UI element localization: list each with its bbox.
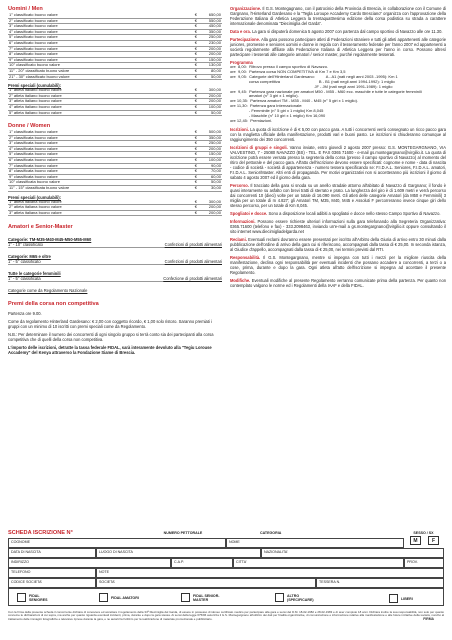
programme-line: ore 11,30: Partenza gara Internazionale:: [230, 103, 303, 109]
rule-paragraph: [230, 211, 446, 216]
rule-paragraph: [230, 237, 446, 252]
prize-label: 5° classificato buono valore: [8, 35, 186, 41]
prize-label: 21° - 30° classificato buono valore: [8, 74, 186, 80]
prize-cur: €: [186, 93, 198, 99]
rule-paragraph: [230, 145, 446, 180]
prize-cur: €: [186, 13, 198, 18]
free-checkbox[interactable]: [389, 594, 398, 603]
prize-amt: 200,00: [198, 205, 222, 211]
prize-amt: 350,00: [198, 135, 222, 141]
prize-amt: 200,00: [198, 99, 222, 105]
masters-category: [8, 237, 222, 248]
rule-paragraph: [230, 278, 446, 288]
club-field[interactable]: SOCIETA': [96, 578, 316, 588]
prize-amt: 50,00: [198, 74, 222, 80]
bib-number-label: NUMERO PETTORALE: [163, 531, 203, 535]
prize-amt: 250,00: [198, 141, 222, 147]
rule-text: La gara si disputerà domenica 5 agosto 2007 con partenza dal campo sportivo di Navazzo alle ore 11.30.: [252, 29, 443, 34]
men-prize-table: [8, 13, 222, 80]
prize-cur: €: [186, 158, 198, 164]
prize-label: 7° classificata buono valore: [8, 163, 186, 169]
rule-paragraph: [230, 219, 446, 234]
rule-heading: Spogliatoi e docce.: [230, 210, 268, 216]
prize-row: [8, 186, 222, 192]
surname-field[interactable]: COGNOME: [8, 538, 226, 548]
province-field[interactable]: PROV.: [404, 558, 444, 568]
women-special-title: Premi speciali (cumulabili):: [8, 194, 62, 200]
category-label: CATEGORIA: [260, 531, 282, 535]
rule-paragraph: [230, 37, 446, 57]
prize-amt: 60,00: [198, 174, 222, 180]
prize-amt: 300,00: [198, 88, 222, 93]
prize-label: 5° classificata buono valore: [8, 152, 186, 158]
birth-date-field[interactable]: DATA DI NASCITA: [8, 548, 96, 558]
rule-text: Il G.S. Montegagnano, con il patrocinio della Provincia di Brescia, in collaborazione con il Comune di Gargnano, l'Hinterland Gardesano e la "Tegla Loroupe Accademy Cardo Bresciano" organizza con l'approvazione della Federazione Italiana di Atletica Leggera la trentaquattresima edizione della corsa podistica su strada a carattere internazionale denominata "Diecimiglia del Garda".: [230, 6, 447, 26]
prize-label: 1° classificato buono valore: [8, 13, 186, 18]
prize-label: 6° classificata buono valore: [8, 158, 186, 164]
programme-line: ore 12,45: Premiazioni.: [230, 117, 273, 123]
prize-cur: €: [186, 186, 198, 192]
prize-amt: 300,00: [198, 200, 222, 205]
free-label: LIBERI: [401, 596, 413, 601]
prize-label: 4° atleta italiano buono valore: [8, 104, 186, 110]
prize-label: 1° atleta italiano buono valore: [8, 88, 186, 93]
prize-cur: €: [186, 35, 198, 41]
prize-row: [8, 110, 222, 116]
fidal-senior-master-label: FIDAL SENIOR-MASTER: [193, 593, 220, 602]
rule-text: Il tracciato della gara si snoda su un anello stradale attorno all'abitato di Navazzo di Gargnano; il fondo è quasi interamente su asfalto con brevi tratti di sterrato e prato. La lunghezza del giro è di 1.609 metri e verrà percorso dai concorrenti 10 (dieci) volte per un totale di 16.090 metri. Gli atleti delle categorie Amatori (da M50 e Femminili) 3 miglia per un totale di m 4.827; gli Amatori TM, M35, M40, M45 e Assoluti F percorreranno invece cinque giri dello stesso percorso, per un totale di Km 8,045.: [230, 182, 446, 208]
rule-text: Vanno inviate, entro giovedì 2 agosto 2007 presso: G.S. MONTEGARGNANO, VIA VALVESTINO, 7 - 25080 NAVAZZO (BS) - TEL. E FAX 0365 71600 - e-mail gs.montegargnano@virgilio.it. La quota di iscrizione potrà essere versata presso la segreteria della corsa (presso il campo sportivo di Navazzo) al momento del ritiro del pettorale e del pacco gara. All'atto dell'iscrizione devono essere specificati: cognome e nome - data di nascita - codice di società - società di appartenenza - numero tessera specificando se: F.I.D.A.L. Seniores, F.I.D.A.L. amatori, F.I.D.A.L. Senior/Master. Altri enti di propaganda. Per motivi organizzativi non si accetteranno più iscrizioni il giorno di sabato 4 agosto 2007 ed il giorno della gara.: [230, 144, 446, 180]
address-field[interactable]: INDIRIZZO: [8, 558, 171, 568]
rule-text: Sono a disposizione locali adibiti a spogliatoi e docce nello stesso Campo Sportivo di Navazzo.: [268, 210, 441, 216]
rule-text: Eventuali modifiche al presente Regolamento verranno comunicate prima della partenza. Per quanto non contemplato valgono le norme ed i Regolamenti della IAAF e della FIDAL.: [230, 277, 447, 288]
fidal-seniores-checkbox[interactable]: [17, 593, 26, 602]
disclaimer-text: Con la firma della presente scheda il concorrente dichiara di conoscere ed accettare il regolamento della 34ª Diecimiglia del Garda, di essere in possesso di idoneo certificato medico per partecipare alla gara e sensi del D.M. 18-02-1982 e 28-02-1983 e di aver compiuto 18 anni. Dichiara inoltre la sua responsabilità, non solo per quanto concerne le dichiarazioni di cui sopra, ma anche per quanto riguarda eventuali incidenti, prima, durante e dopo la gara stessa. Ai sensi della legge 675/96 autorizza il G.S. Montegargnano all'utilizzo dei dati per finalità organizzative, di comunicazione e informazione relative alla manifestazione e alle future iniziative della società, nonché al trattamento delle immagini fotografiche e televisive riprese durante la gara, e ne autorizza l'utilizzo per la realizzazione di materiale promozionale e pubblicitario.: [8, 610, 444, 621]
masters-category-title: Categorie: TM-M35-M40-M45-M50-M55-M60: [8, 237, 92, 243]
rule-paragraph: [230, 29, 446, 34]
prize-amt: 30,00: [198, 186, 222, 192]
prize-label: 3° atleta italiana buono valore: [8, 210, 186, 216]
prize-cur: €: [186, 141, 198, 147]
masters-note: Categorie come da Regolamento Nazionale: [8, 288, 88, 294]
membership-number-field[interactable]: TESSERA N.: [316, 578, 444, 588]
prize-label: 6° classificato buono valore: [8, 40, 186, 46]
masters-category: [8, 254, 222, 265]
prize-cur: €: [186, 52, 198, 58]
prize-label: 9° classificato buono valore: [8, 57, 186, 63]
prize-cur: €: [186, 200, 198, 205]
prize-cur: €: [186, 24, 198, 30]
prize-label: 2° atleta italiano buono valore: [8, 93, 186, 99]
prize-label: 7° classificato buono valore: [8, 46, 186, 52]
prize-cur: €: [186, 110, 198, 116]
programme-lines: [230, 65, 446, 124]
signature-label: FIRMA: [423, 616, 434, 621]
fidal-seniores-label: FIDAL SENIORES: [29, 593, 48, 602]
prize-label: 3° atleta italiano buono valore: [8, 99, 186, 105]
rule-heading: Iscrizioni.: [230, 126, 249, 132]
masters-prize: Confezione di prodotti alimentari: [163, 276, 222, 282]
fidal-amatori-label: FIDAL AMATORI: [111, 595, 139, 600]
prize-cur: €: [186, 29, 198, 35]
prize-label: 4° classificato buono valore: [8, 29, 186, 35]
rule-heading: Modifiche.: [230, 277, 251, 283]
programme-line: ore 9,45: Partenza gara nazionale per amatori M50 - M55 - M60 ecc. maschile e tutte le categorie femminili: [230, 88, 422, 94]
programme-line: amatori (n° 3 giri x 1 miglio).: [230, 93, 299, 99]
sex-male-box[interactable]: M: [410, 536, 421, 545]
rule-text: Il G.S. Montegargnano, mentre si impegna con tutti i mezzi per la migliore riuscita della manifestazione, declina ogni responsabilità per eventuali incidenti che possano accadere a concorrenti, a terzi o a cose, prima, durante e dopo la gara. Ogni atleta all'atto dell'iscrizione si impegna ad accettare il presente Regolamento.: [230, 254, 446, 275]
masters-category: [8, 271, 222, 282]
noncomp-p2: N.B.: Per determinare il numero dei concorrenti di ogni singolo gruppo si terrà conto sia dei partecipanti alla corsa competitiva che di quelli della corsa non competitiva.: [8, 332, 214, 343]
prize-label: 8° classificata buono valore: [8, 169, 186, 175]
prize-cur: €: [186, 68, 198, 74]
rule-heading: Informazioni.: [230, 218, 256, 224]
prize-amt: 250,00: [198, 35, 222, 41]
rule-paragraph: [230, 127, 446, 142]
prize-row: [8, 74, 222, 80]
noncomp-title: Premi della corsa non competitiva: [8, 301, 99, 308]
rule-heading: Data e ora.: [230, 29, 251, 34]
prize-cur: €: [186, 152, 198, 158]
notes-field[interactable]: NOTE: [96, 568, 444, 578]
prize-amt: 50,00: [198, 110, 222, 116]
women-prize-table: [8, 130, 222, 192]
zip-field[interactable]: C.A.P.: [171, 558, 233, 568]
programme-line: ore 8,00: Ritrovo presso il campo sportivo di Navazzo.: [230, 64, 329, 69]
prize-label: 5° atleta italiano buono valore: [8, 110, 186, 116]
name-field[interactable]: NOME: [226, 538, 404, 548]
prize-amt: 650,00: [198, 13, 222, 18]
fidal-senior-master-checkbox[interactable]: [181, 593, 190, 602]
prize-label: 1° classificata buono valore: [8, 130, 186, 135]
birth-place-field[interactable]: LUOGO DI NASCITA: [96, 548, 261, 558]
club-code-field[interactable]: CODICE SOCIETA': [8, 578, 96, 588]
rule-heading: Organizzazione.: [230, 6, 262, 11]
masters-prize: Confezioni di prodotti alimentari: [164, 259, 222, 265]
masters-rank: 1° - 5° classificato: [8, 259, 41, 265]
prize-cur: €: [186, 18, 198, 24]
programme-line: - Maschile (n° 10 giri x 1 miglio) Km 16,090: [230, 113, 326, 119]
rule-paragraph: [230, 183, 446, 208]
prize-label: 10° classificata buono valore: [8, 180, 186, 186]
prize-cur: €: [186, 104, 198, 110]
prize-label: 2° classificata buono valore: [8, 135, 186, 141]
prize-label: 9° classificata buono valore: [8, 174, 186, 180]
masters-category-row: [8, 242, 222, 248]
prize-label: 11° - 15° classificata buono valore: [8, 186, 186, 192]
rule-text: Alla gara possono partecipare atleti di Federazioni straniere e tutti gli atleti appartenenti alle categorie juniores, promesse e seniores uomini e donne in regola con il tesseramento federale per l'anno 2007 ed appartenenti a società regolarmente affiliate alla Federazione Italiana di Atletica Leggera per l'anno in corso. Possono altresì partecipare i tesserati alle categorie amatori / senior master, purché regolarmente tesserati.: [230, 37, 446, 57]
masters-rank: 1° - 5° classificata: [8, 276, 41, 282]
rules-top: [230, 6, 446, 57]
prize-amt: 150,00: [198, 152, 222, 158]
noncomp-p3: L'importo delle iscrizioni, detratte la tassa federale FIDAL, sarà interamente devoluto alla "Tegiu Lorouse Accademy" del Kenya attraverso la Fondazione Siame di Brescia.: [8, 345, 212, 356]
prize-amt: 500,00: [198, 130, 222, 135]
membership-type-row: [8, 588, 444, 606]
masters-category-row: [8, 276, 222, 282]
masters-title: Amatori e Senior-Master: [8, 224, 73, 231]
prize-cur: €: [186, 205, 198, 211]
other-checkbox[interactable]: [275, 593, 284, 602]
sex-label: SESSO / SX: [413, 531, 434, 535]
prize-amt: 550,00: [198, 18, 222, 24]
prize-amt: 200,00: [198, 146, 222, 152]
prize-amt: 80,00: [198, 68, 222, 74]
prize-amt: 150,00: [198, 57, 222, 63]
prize-amt: 50,00: [198, 180, 222, 186]
prize-amt: 200,00: [198, 210, 222, 216]
prize-amt: 200,00: [198, 93, 222, 99]
form-title: SCHEDA ISCRIZIONE N°: [8, 530, 73, 536]
prize-amt: 450,00: [198, 24, 222, 30]
masters-category-title: Tutte le categorie femminili: [8, 271, 61, 277]
rule-heading: Reclami.: [230, 236, 247, 242]
masters-rank: 1° - 10° classificato: [8, 242, 43, 248]
masters-prize: Confezioni di prodotti alimentari: [164, 242, 222, 248]
rule-heading: Percorso.: [230, 182, 249, 188]
prize-amt: 200,00: [198, 52, 222, 58]
noncomp-start: Partenza ore 9.00.: [8, 311, 42, 317]
prize-label: 3° classificata buono valore: [8, 141, 186, 147]
prize-cur: €: [186, 180, 198, 186]
prize-cur: €: [186, 146, 198, 152]
prize-cur: €: [186, 74, 198, 80]
men-special-table: [8, 88, 222, 116]
programme-title: Programma: [230, 60, 253, 65]
prize-amt: 90,00: [198, 163, 222, 169]
prize-label: 8° classificato buono valore: [8, 52, 186, 58]
prize-cur: €: [186, 63, 198, 69]
programme-line: corsa competitiva B - B1 (nati negli anni 1994-1992): 1 miglio: [230, 78, 395, 84]
prize-cur: €: [186, 40, 198, 46]
rule-heading: Responsabilità.: [230, 254, 261, 260]
prize-cur: €: [186, 135, 198, 141]
prize-amt: 130,00: [198, 63, 222, 69]
other-label: ALTRO (SPECIFICARE): [287, 593, 314, 602]
masters-category-row: [8, 259, 222, 265]
prizes-column: [8, 6, 222, 358]
masters-category-title: Categorie: M65 e oltre: [8, 254, 51, 260]
women-title: Donne / Women: [8, 123, 51, 130]
nationality-field[interactable]: NAZIONALITA': [261, 548, 444, 558]
prize-cur: €: [186, 99, 198, 105]
prize-cur: €: [186, 46, 198, 52]
noncomp-p1: Come da regolamento Hinterland Gardesano: € 2,00 con coggetto ricordo, € 1,00 solo ristoro. Saranno premiati i gruppi con un minimo di 10 iscritti con premi speciali come da Regolamento.: [8, 319, 212, 330]
prize-cur: €: [186, 57, 198, 63]
rules-bottom: [230, 127, 446, 288]
rule-text: Eventuali reclami dovranno essere presentati per iscritto all'Arbitro della Giuria di arrivo entro 30 minuti dalla pubblicazione dell'ordine di arrivo della gara cui si riferiscono, accompagnati dalla tassa di € 25,00. In seconda istanza, al Giudice d'appello, accompagnati dalla tassa di € 25,00, nei termini previsti dal RTI.: [230, 236, 446, 252]
prize-cur: €: [186, 130, 198, 135]
prize-amt: 100,00: [198, 104, 222, 110]
prize-amt: 230,00: [198, 40, 222, 46]
phone-field[interactable]: TELEFONO: [8, 568, 96, 578]
prize-amt: 350,00: [198, 29, 222, 35]
programme-line: ore 9,05: Categorie dell'Hinterland Gardesano: A - A1 (nati negli anni 2003 -1995): Km 1: [230, 73, 398, 79]
prize-cur: €: [186, 174, 198, 180]
men-title: Uomini / Men: [8, 6, 43, 12]
rule-text: La quota di iscrizione è di € 5,00 con pacco gara. A tutti i concorrenti verrà consegnato un ricco pacco gara con la maglietta ufficiale della manifestazione, prodotti vari e buoni pasto. Le iscrizioni si chiuderanno comunque al raggiungimento dei 350 concorrenti.: [230, 126, 447, 142]
prize-cur: €: [186, 163, 198, 169]
prize-cur: €: [186, 169, 198, 175]
programme-line: ore 10,35: Partenza amatori TM - M35 - M40 - M45 (n° 5 giri x 1 miglio).: [230, 98, 359, 104]
programme-line: ore 9,00: Partenza corsa NON COMPETITIVA di Km 7 e Km 3,5: [230, 68, 346, 74]
men-special-title: Premi speciali (cumulabili):: [8, 83, 62, 89]
rule-paragraph: [230, 6, 446, 26]
prize-amt: 100,00: [198, 158, 222, 164]
prize-label: 1° atleta italiana buono valore: [8, 200, 186, 205]
sex-female-box[interactable]: F: [428, 536, 439, 545]
prize-cur: €: [186, 210, 198, 216]
women-special-table: [8, 200, 222, 217]
rule-text: Possono essere richieste ulteriori informazioni sulla gara telefonando alla Segreteria Organizzativa: 0365.71600 (telefono e fax) - 333.2098463, inviando un'e-mail a gs.montegargnano@virgilio.it oppure consultando il sito internet www.diecimigliadelgarda.net: [230, 218, 447, 234]
programme-line: JF - JM (nati negli anni 1991-1989): 1 miglio: [230, 83, 393, 89]
prize-amt: 200,00: [198, 46, 222, 52]
registration-form: [8, 530, 444, 608]
prize-label: 2° atleta italiana buono valore: [8, 205, 186, 211]
city-field[interactable]: CITTA': [233, 558, 404, 568]
prize-label: 11° - 20° classificato buono valore: [8, 68, 186, 74]
rule-paragraph: [230, 255, 446, 275]
programme-line: - Femminile (n° 5 giri x 1 miglio) Km 8,045: [230, 108, 324, 114]
prize-cur: €: [186, 88, 198, 93]
prize-label: 10° classificato buono valore: [8, 63, 186, 69]
masters-blocks: [8, 237, 222, 282]
rule-heading: Partecipazione.: [230, 37, 261, 42]
prize-amt: 70,00: [198, 169, 222, 175]
prize-label: 4° classificata buono valore: [8, 146, 186, 152]
disclaimer: [8, 611, 444, 621]
prize-label: 2° classificato buono valore: [8, 18, 186, 24]
rule-heading: Iscrizioni di gruppi e singoli.: [230, 144, 288, 150]
rules-column: [230, 6, 446, 291]
prize-row: [8, 210, 222, 216]
fidal-amatori-checkbox[interactable]: [99, 593, 108, 602]
prize-label: 3° classificato buono valore: [8, 24, 186, 30]
